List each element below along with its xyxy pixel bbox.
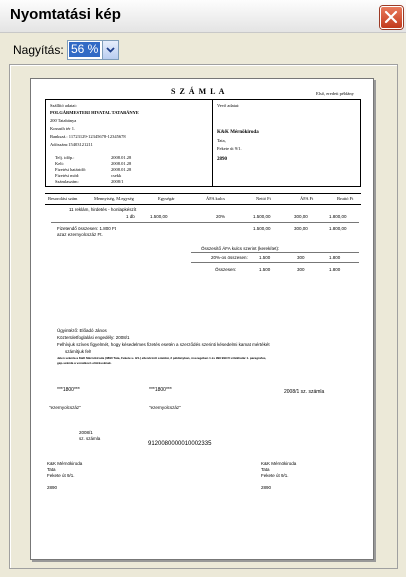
col-header: Bruttó Ft [337,196,354,201]
slip-code: 9120080000010002335 [148,441,212,447]
payable-line2: azaz ezernyolcszáz Ft. [57,232,103,237]
summary-row-value: 1.500 [259,255,271,260]
detail-label: Telj. időp.: [55,155,75,160]
detail-label: Kelt: [55,161,64,166]
window-title: Nyomtatási kép [10,6,121,23]
item-gross: 1.800,00 [329,214,347,219]
summary-title: Összesítő ÁFA kulcs szerint (kerekítet): [201,246,280,251]
slip-addr-right: 2890 [261,485,272,490]
invoice-title: S Z Á M L A [171,87,226,96]
item-description: 11 reklám, hirdetés - honlapkészít [69,207,137,212]
payable-vat: 300,00 [294,226,308,231]
item-qty: 1 db [126,214,135,219]
buyer-zip: 2890 [217,157,227,162]
summary-row-label: 20%-os összesen: [211,255,248,260]
col-header: Egységár [158,196,175,201]
note-permit: Közterületfoglalási engedély: 2008/1 [57,335,130,340]
seller-bank: Bankszá.: 11723129-12345678-12345678 [50,134,126,139]
note-late: Felhívjuk szíves figyelmét, hogy késedelmes fizetés esetén a szerződés szerinti késedelmi kamat mértékét [57,342,270,347]
slip-amount-left: ***1800*** [57,387,80,393]
note-legal: Jelen számla a K&K Mérnökiroda (3890 Tata, Fekete u. 9/1.) ellenőrzött számlái, 2 példányban, összegében 1 és 999 999 Ft értékhatár 1. paragrafus, [57,356,267,360]
slip-addr-right: Fekete út 9/1. [261,473,289,478]
buyer-name: K&K Mérnökiroda [217,130,259,135]
item-vat-rate: 20% [216,214,226,219]
summary-rule [191,252,359,253]
slip-addr-left: Fekete út 9/1. [47,473,75,478]
detail-label: Számlaszám: [55,179,79,184]
col-header: ÁFA kulcs [206,196,226,201]
note-agent: Ügyintéző: Előadó János [57,328,107,333]
close-button[interactable] [380,6,403,29]
seller-label: Szállító adatai: [50,103,77,108]
note-legal-cont: gép-számla a vonatkozó előírásoknak. [57,361,112,365]
col-header: ÁFA Ft [300,196,314,201]
close-icon [384,10,398,24]
summary-total-rule [191,262,359,263]
zoom-select[interactable] [67,40,119,60]
item-net: 1.500,00 [253,214,271,219]
summary-row-value: 1.800 [329,255,341,260]
slip-addr-left: K&K Mérnökiroda [47,461,83,466]
col-header: Besorolási szám [48,196,78,201]
item-vat: 300,00 [294,214,308,219]
zoom-label: Nagyítás: [13,43,64,57]
summary-total-label: Összesen: [215,267,237,272]
col-header: Mennyiség, M.egység [94,196,134,201]
title-bar [0,0,406,33]
item-rule [51,222,359,223]
zoom-dropdown-button[interactable] [102,41,118,59]
copy-label: Első, eredeti példány [316,91,354,96]
slip-addr-right: K&K Mérnökiroda [261,461,297,466]
preview-viewport[interactable] [9,64,398,569]
payable-gross: 1.800,00 [329,226,347,231]
slip-ref-left: 2008/1 [79,430,93,435]
buyer-city: Tata, [217,138,226,143]
detail-label: Fizetési mód: [55,173,80,178]
detail-value: 2008.01.28 [111,161,132,166]
note-late-cont: számítjuk fel! [65,349,92,354]
slip-addr-right: Tata [261,467,270,472]
slip-ref-right: 2008/1 sz. számla [284,389,325,395]
buyer-street: Fekete út 9/1. [217,146,242,151]
detail-value: 2008/1 [111,179,124,184]
table-header-rule [45,204,361,205]
payable-net: 1.500,00 [253,226,271,231]
buyer-label: Vevő adatai: [217,103,240,108]
summary-total-value: 1.500 [259,267,271,272]
summary-total-value: 300 [297,267,305,272]
slip-words-left: "ezernyolcszáz" [49,405,81,410]
item-unit-price: 1.500,00 [150,214,168,219]
detail-value: 2008.01.28 [111,155,132,160]
seller-tax: Adószám:15403121211 [50,142,93,147]
payable-line1: Fizetendő összesen: 1.800 Ft [57,226,117,231]
slip-amount-mid: ***1800*** [149,387,172,393]
summary-row-value: 300 [297,255,305,260]
chevron-down-icon [106,47,115,53]
zoom-value[interactable]: 56 % [71,42,99,56]
seller-name: POLGÁRMESTERI HIVATAL TATABÁNYE [50,110,139,115]
seller-street: Kossuth tér 1. [50,126,76,131]
detail-value: 2008.01.28 [111,167,132,172]
detail-label: Fizetési határidő: [55,167,87,172]
header-divider [212,99,213,187]
table-top-rule [45,193,361,194]
invoice-page [30,78,374,560]
slip-addr-left: Tata [47,467,56,472]
detail-value: csekk [111,173,122,178]
summary-total-value: 1.800 [329,267,341,272]
slip-ref-left-cont: sz. számla [79,436,101,441]
slip-addr-left: 2890 [47,485,58,490]
slip-words-mid: "ezernyolcszáz" [149,405,181,410]
seller-zip: 200 Tatabánya [50,118,77,123]
col-header: Nettó Ft [256,196,271,201]
